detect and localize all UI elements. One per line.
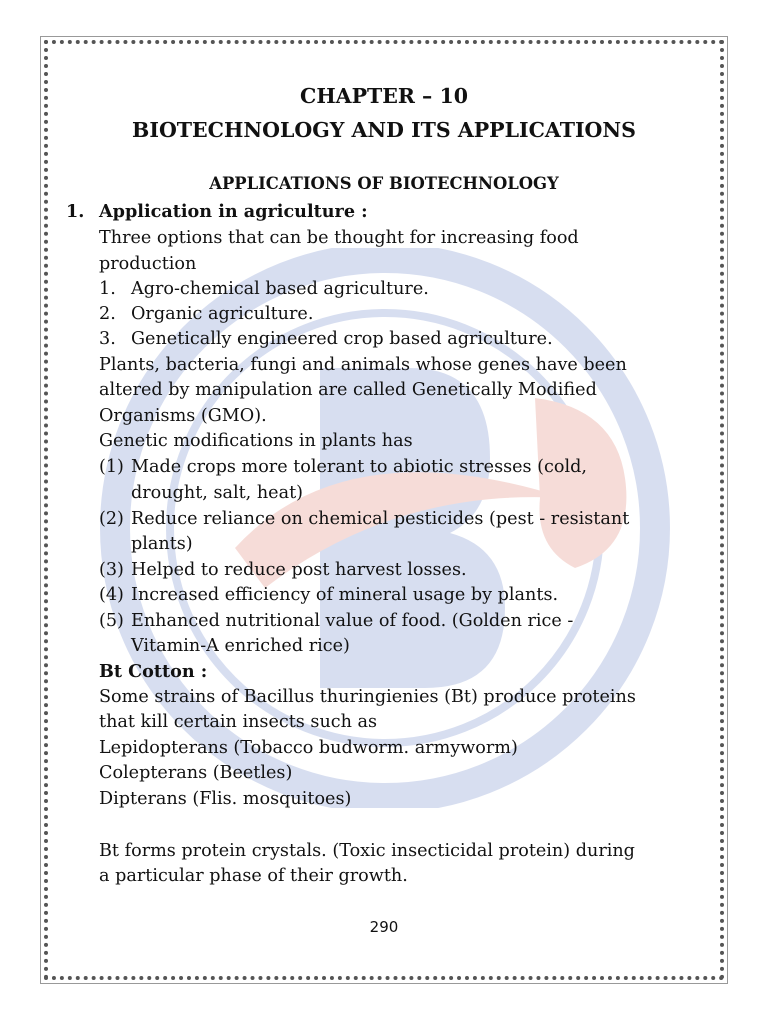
gmo-line: Plants, bacteria, fungi and animals whose genes have been: [99, 355, 627, 375]
bt-cotton-line: Colepterans (Beetles): [99, 763, 293, 783]
intro-line: Three options that can be thought for increasing food: [99, 228, 579, 248]
bt-cotton-line: Some strains of Bacillus thuringienies (Bt) produce proteins: [99, 687, 636, 707]
modification-text: Helped to reduce post harvest losses.: [131, 560, 467, 580]
option-number: 1.: [99, 279, 116, 299]
agriculture-heading-number: 1.: [66, 201, 85, 222]
bt-crystals-line: Bt forms protein crystals. (Toxic insecticidal protein) during: [99, 841, 635, 861]
modification-number: (4): [99, 585, 124, 605]
modification-text: Vitamin-A enriched rice): [131, 636, 350, 656]
bt-crystals-line: a particular phase of their growth.: [99, 866, 408, 886]
agriculture-heading: Application in agriculture :: [99, 201, 368, 222]
chapter-title: BIOTECHNOLOGY AND ITS APPLICATIONS: [132, 118, 636, 142]
modification-text: Made crops more tolerant to abiotic stresses (cold,: [131, 457, 587, 477]
option-number: 3.: [99, 329, 116, 349]
gmo-line: altered by manipulation are called Genetically Modified: [99, 380, 597, 400]
modification-text: Increased efficiency of mineral usage by plants.: [131, 585, 559, 605]
bt-cotton-line: Lepidopterans (Tobacco budworm. armyworm): [99, 738, 518, 758]
modification-text: plants): [131, 534, 193, 554]
chapter-number: CHAPTER – 10: [300, 84, 468, 108]
modification-number: (1): [99, 457, 124, 477]
modification-number: (2): [99, 509, 124, 529]
intro-line: production: [99, 254, 197, 274]
modification-text: Enhanced nutritional value of food. (Golden rice -: [131, 611, 574, 631]
section-heading: APPLICATIONS OF BIOTECHNOLOGY: [209, 174, 559, 193]
modification-text: drought, salt, heat): [131, 483, 304, 503]
bt-cotton-line: Dipterans (Flis. mosquitoes): [99, 789, 352, 809]
modifications-intro: Genetic modifications in plants has: [99, 431, 413, 451]
option-text: Genetically engineered crop based agriculture.: [131, 329, 553, 349]
option-text: Organic agriculture.: [131, 304, 314, 324]
bt-cotton-line: that kill certain insects such as: [99, 712, 378, 732]
option-text: Agro-chemical based agriculture.: [131, 279, 429, 299]
page-number: 290: [369, 918, 399, 936]
option-number: 2.: [99, 304, 116, 324]
modification-text: Reduce reliance on chemical pesticides (pest - resistant: [131, 509, 630, 529]
gmo-line: Organisms (GMO).: [99, 406, 267, 426]
bt-cotton-heading: Bt Cotton :: [99, 661, 208, 682]
modification-number: (5): [99, 611, 124, 631]
modification-number: (3): [99, 560, 124, 580]
